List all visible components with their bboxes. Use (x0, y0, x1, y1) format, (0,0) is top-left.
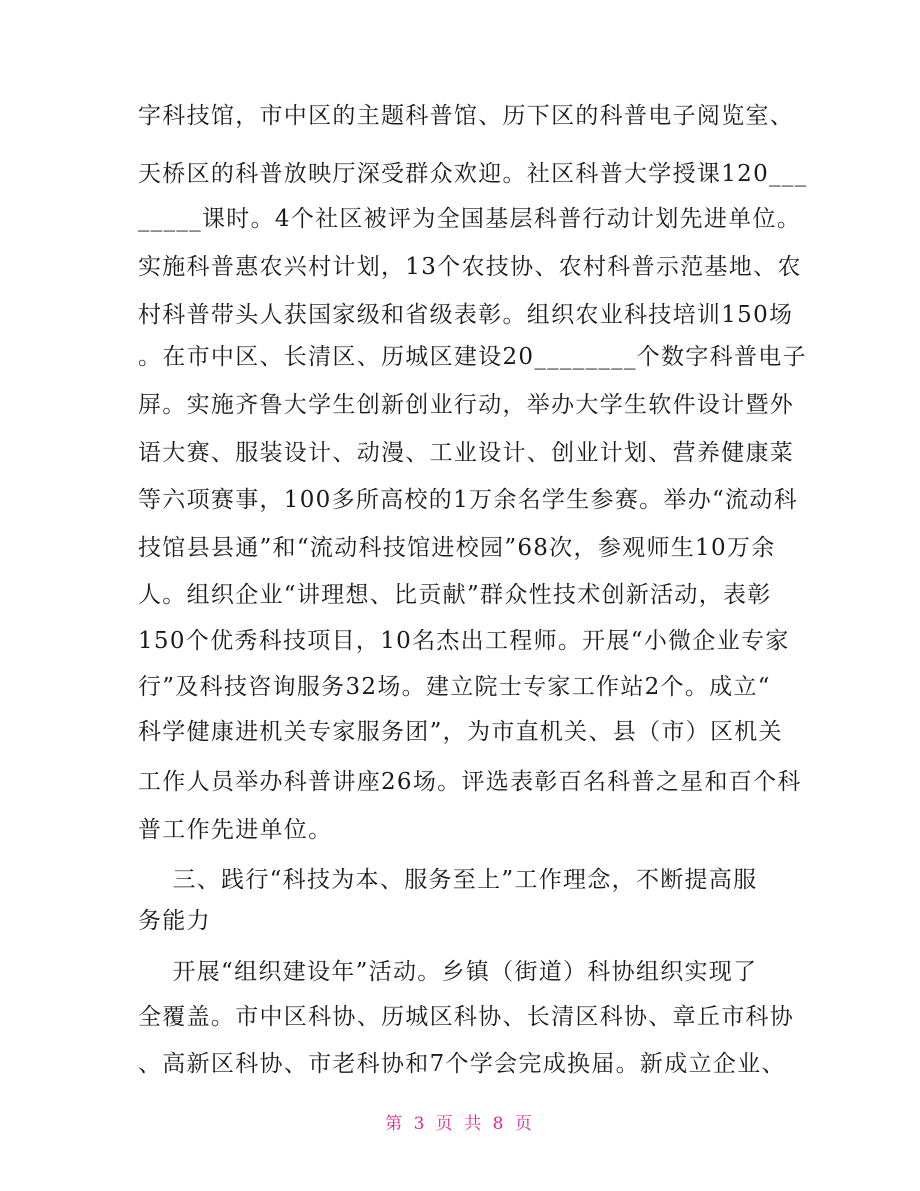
text-line: 等六项赛事，100多所高校的1万余名学生参赛。举办“流动科 (138, 487, 798, 513)
text-line: 科学健康进机关专家服务团”，为市直机关、县（市）区机关 (138, 719, 783, 745)
text-line: 技馆县县通”和“流动科技馆进校园”68次，参观师生10万余 (138, 535, 776, 561)
section-heading: 三、践行“科技为本、服务至上”工作理念，不断提高服 (138, 867, 758, 893)
text-line: 实施科普惠农兴村计划，13个农技协、农村科普示范基地、农 (138, 254, 802, 280)
text-line: 全覆盖。市中区科协、历城区科协、长清区科协、章丘市科协 (138, 1004, 795, 1030)
text-line: _____课时。4个社区被评为全国基层科普行动计划先进单位。 (138, 206, 802, 232)
text-line: 语大赛、服装设计、动漫、工业设计、创业计划、营养健康菜 (138, 440, 795, 466)
text-line: 普工作先进单位。 (138, 817, 333, 843)
text-line: 屏。实施齐鲁大学生创新创业行动，举办大学生软件设计暨外 (138, 392, 795, 418)
text-line: 150个优秀科技项目，10名杰出工程师。开展“小微企业专家 (138, 628, 790, 654)
page-number: 第 3 页 共 8 页 (385, 1114, 535, 1134)
text-line: 字科技馆，市中区的主题科普馆、历下区的科普电子阅览室、 (138, 103, 795, 129)
text-line: 行”及科技咨询服务32场。建立院士专家工作站2个。成立“ (138, 674, 771, 700)
text-line: 村科普带头人获国家级和省级表彰。组织农业科技培训150场 (138, 302, 794, 328)
text-line: 。在市中区、长清区、历城区建设20________个数字科普电子 (138, 344, 807, 370)
section-heading: 务能力 (138, 908, 211, 934)
text-line: 人。组织企业“讲理想、比贡献”群众性技术创新活动，表彰 (138, 582, 772, 608)
text-line: 天桥区的科普放映厅深受群众欢迎。社区科普大学授课120___ (138, 161, 808, 187)
text-line: 开展“组织建设年”活动。乡镇（街道）科协组织实现了 (138, 959, 758, 985)
text-line: 、高新区科协、市老科协和7个学会完成换届。新成立企业、 (138, 1051, 786, 1077)
text-line: 工作人员举办科普讲座26场。评选表彰百名科普之星和百个科 (138, 769, 802, 795)
